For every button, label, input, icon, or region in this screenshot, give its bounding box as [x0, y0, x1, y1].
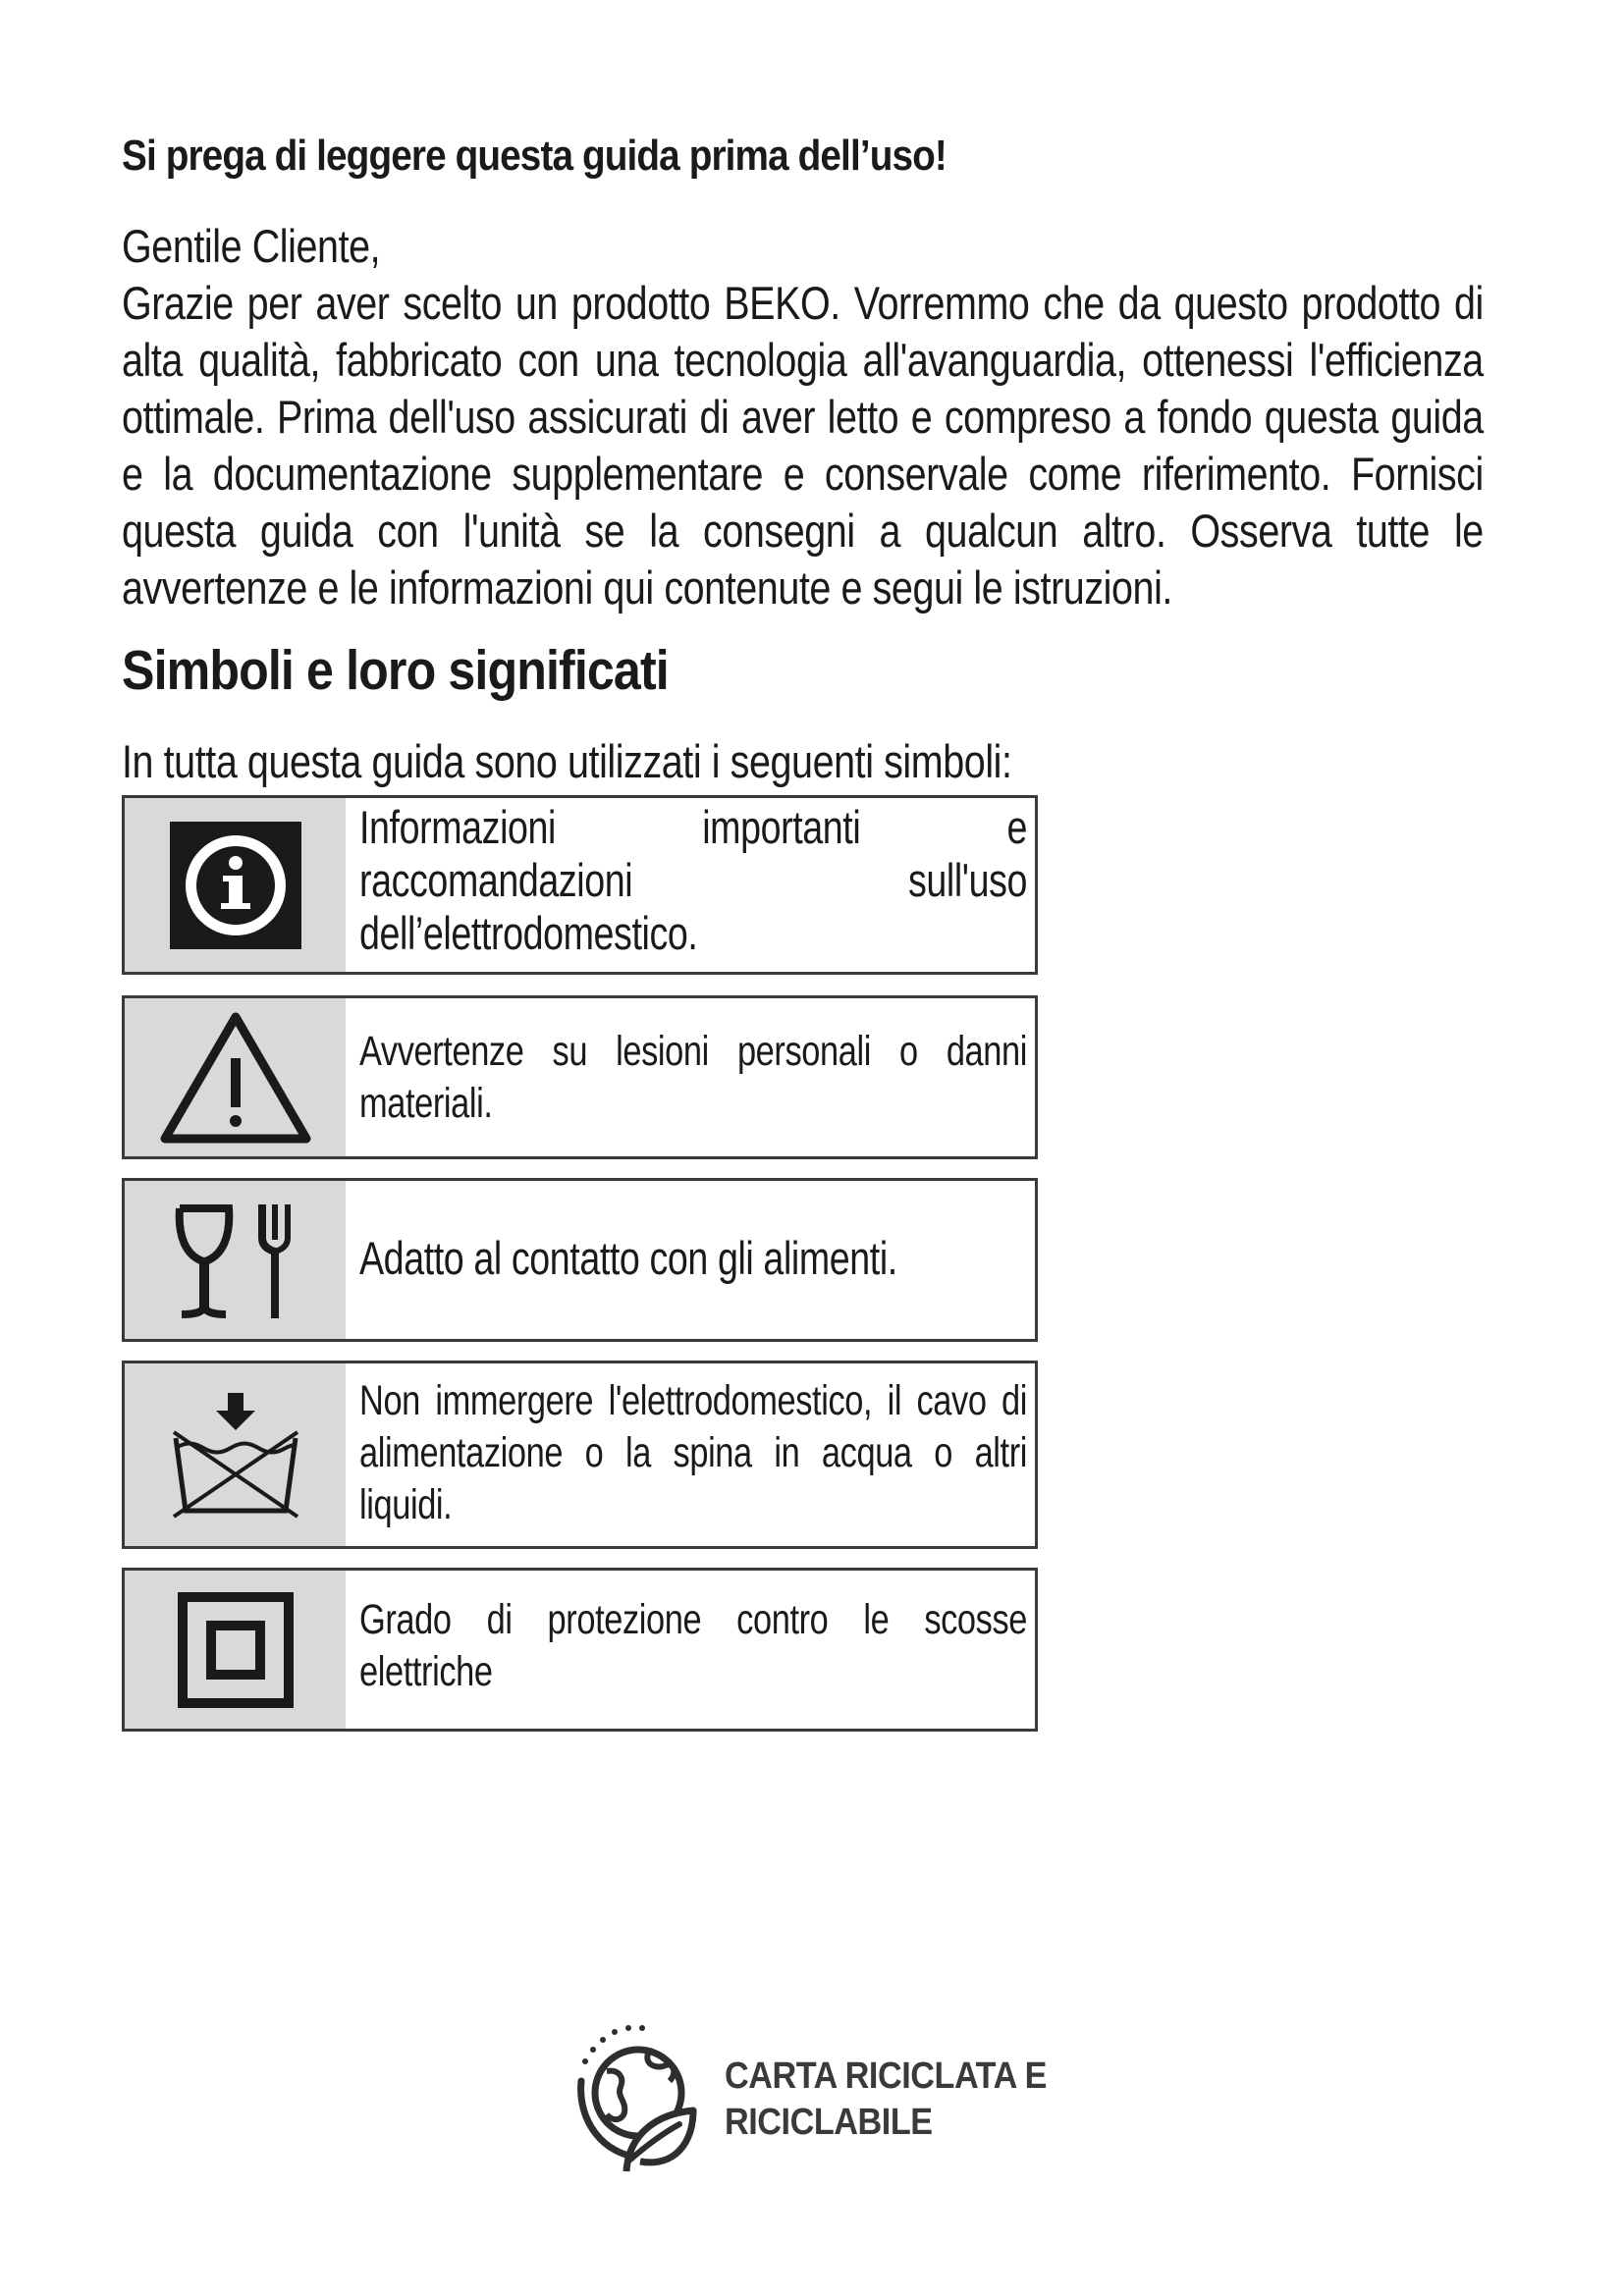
- symbols-heading: Simboli e loro significati: [122, 639, 669, 702]
- intro-paragraph: Grazie per aver scelto un prodotto BEKO. Vorremmo che da questo prodotto di alta qualità, fabbricato con una tecnologia all'avanguardia, ottenessi l'efficienza ottimale. Prima dell'uso assicurati di aver letto e compreso a fondo questa guida e la documentazione supplementare e conservale come riferimento. Fornisci questa guida con l'unità se la consegni a qualcun altro. Osserva tutte le avvertenze e le informazioni qui contenute e segui le istruzioni.: [122, 277, 1484, 614]
- symbol-row-food-contact: [122, 1178, 1038, 1342]
- intro-heading: Si prega di leggere questa guida prima dell’uso!: [122, 132, 947, 180]
- symbol-row-info: [122, 795, 1038, 975]
- symbol-text-food-contact: Adatto al contatto con gli alimenti.: [359, 1232, 897, 1284]
- food-contact-icon: [125, 1181, 346, 1339]
- class-ii-protection-icon: [125, 1571, 346, 1729]
- recycled-paper-logo: [568, 2012, 1117, 2189]
- warning-triangle-icon: [125, 998, 346, 1156]
- do-not-immerse-icon: [125, 1363, 346, 1546]
- greeting: Gentile Cliente,: [122, 220, 381, 272]
- symbol-row-warning: [122, 995, 1038, 1159]
- symbol-text-do-not-immerse: Non immergere l'elettrodomestico, il cavo di alimentazione o la spina in acqua o altri liquidi.: [359, 1377, 1027, 1528]
- symbol-text-info: Informazioni importanti e raccomandazioni sull'uso dell’elettrodomestico.: [359, 801, 1027, 959]
- symbol-text-warning: Avvertenze su lesioni personali o danni materiali.: [359, 1028, 1027, 1127]
- recycled-paper-globe-leaf-icon: [568, 2012, 715, 2179]
- symbol-row-do-not-immerse: [122, 1361, 1038, 1549]
- symbols-intro: In tutta questa guida sono utilizzati i seguenti simboli:: [122, 735, 1012, 787]
- symbol-row-class-ii: [122, 1568, 1038, 1732]
- info-icon: [125, 798, 346, 972]
- symbol-text-class-ii: Grado di protezione contro le scosse elettriche: [359, 1596, 1027, 1695]
- logo-text: CARTA RICICLATA E RICICLABILE: [725, 2056, 1047, 2143]
